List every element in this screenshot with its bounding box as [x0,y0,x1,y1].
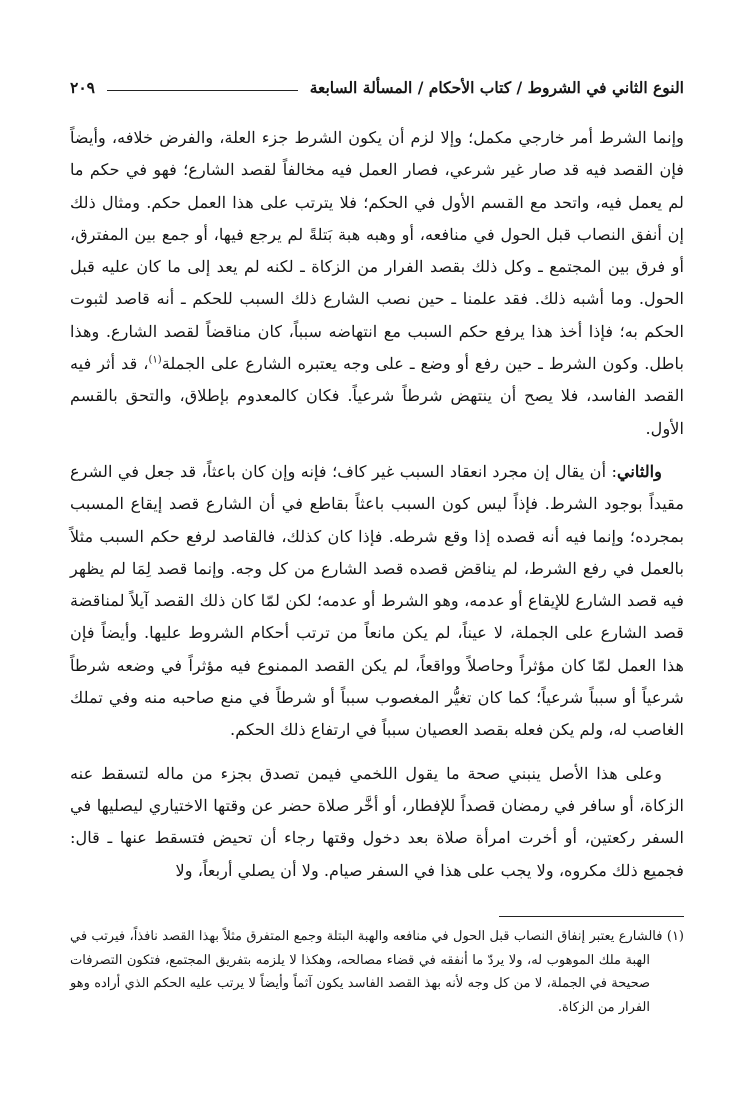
footnotes [70,925,684,1019]
paragraph-2-text: : أن يقال إن مجرد انعقاد السبب غير كاف؛ فإنه وإن كان باعثاً، قد جعل في الشرع مقيداً بوجود الشرط. فإذاً ليس كون السبب باعثاً بقاطع في أن الشارع قصد إيقاع المسبب بمجرده؛ وإنما فيه أنه قصده إذا وقع شرطه. فإذا كان كذلك، فالقاصد لرفع حكم السبب مثلاً بالعمل في رفع الشرط، لم يناقض قصده قصد الشارع من كل وجه. وإنما قصد لِمَا لم يظهر فيه قصد الشارع للإيقاع أو عدمه، وهو الشرط أو عدمه؛ لكن لمّا كان ذلك القصد آيلاً لمناقضة قصد الشارع على الجملة، لا عيناً، لم يكن مانعاً من ترتب أحكام الشروط عليها. وأيضاً فإن هذا العمل لمّا كان مؤثراً وحاصلاً وواقعاً، لم يكن القصد الممنوع فيه مؤثراً في وضعه شرطاً شرعياً أو سبباً شرعياً؛ كما كان تغيُّر المغصوب سبباً أو شرطاً في منع صاحبه منه وفي تملك الغاصب له، ولم يكن فعله بقصد العصيان سبباً في ارتفاع ذلك الحكم. [70,461,684,740]
paragraph-1-text: وإنما الشرط أمر خارجي مكمل؛ وإلا لزم أن يكون الشرط جزء العلة، والفرض خلافه، وأيضاً فإن القصد فيه قد صار غير شرعي، فصار العمل فيه مخالفاً لقصد الشارع؛ فهو في حكم ما لم يعمل فيه، واتحد مع القسم الأول في الحكم؛ فلا يترتب على هذا العمل حكم. ومثال ذلك إن أنفق النصاب قبل الحول في منافعه، أو وهبه هبة بَتلةً لم يرجع فيها، أو جمع بين المفترق، أو فرق بين المجتمع ـ وكل ذلك بقصد الفرار من الزكاة ـ لكنه لم يعد إلى ما كان عليه قبل الحول. وما أشبه ذلك. فقد علمنا ـ حين نصب الشارع ذلك السبب للحكم ـ أنه قاصد لثبوت الحكم به؛ فإذا أخذ هذا يرفع حكم السبب مع انتهاضه سبباً، كان مناقضاً لقصد الشارع. وهذا باطل. وكون الشرط ـ حين رفع أو وضع ـ على وجه يعتبره الشارع على الجملة [70,128,684,374]
paragraph-1-end: ، قد أثر فيه القصد الفاسد، فلا يصح أن ينتهض شرطاً شرعياً. فكان كالمعدوم بإطلاق، والتحق بالقسم الأول. [70,354,684,438]
footnote-separator [499,916,684,917]
paragraph-2 [70,456,684,747]
running-title: النوع الثاني في الشروط / كتاب الأحكام / المسألة السابعة [309,78,684,97]
paragraph-2-lead: والثاني [616,461,662,481]
footnote-1: (١) فالشارع يعتبر إنفاق النصاب قبل الحول في منافعه والهبة البتلة وجمع المتفرق مثلاً بهذا القصد نافذاً، فيرتب في الهبة ملك الموهوب له، ولا يردّ ما أنفقه في قضاء مصالحه، وهكذا لا يلزمه بتفريق المجتمع، فتكون التصرفات صحيحة في الجملة، لا من كل وجه لأنه بهذ القصد الفاسد يكون آثماً وأيضاً لا يرتب عليه الحكم الذي أراده وهو الفرار من الزكاة. [70,929,684,1015]
paragraph-3: وعلى هذا الأصل ينبني صحة ما يقول اللخمي فيمن تصدق بجزء من ماله لتسقط عنه الزكاة، أو سافر في رمضان قصداً للإفطار، أو أخَّر صلاة حضر عن وقتها الاختياري ليصليها في السفر ركعتين، أو أخرت امرأة صلاة بعد دخول وقتها رجاء أن تحيض فتسقط عنها ـ قال: فجميع ذلك مكروه، ولا يجب على هذا في السفر صيام. ولا أن يصلي أربعاً، ولا [70,763,684,880]
running-header [70,78,684,97]
header-rule [107,90,298,91]
paragraph-1 [70,122,684,445]
footnote-ref: (١) [148,354,162,366]
page-number: ٢٠٩ [70,78,95,97]
main-text [70,122,684,887]
